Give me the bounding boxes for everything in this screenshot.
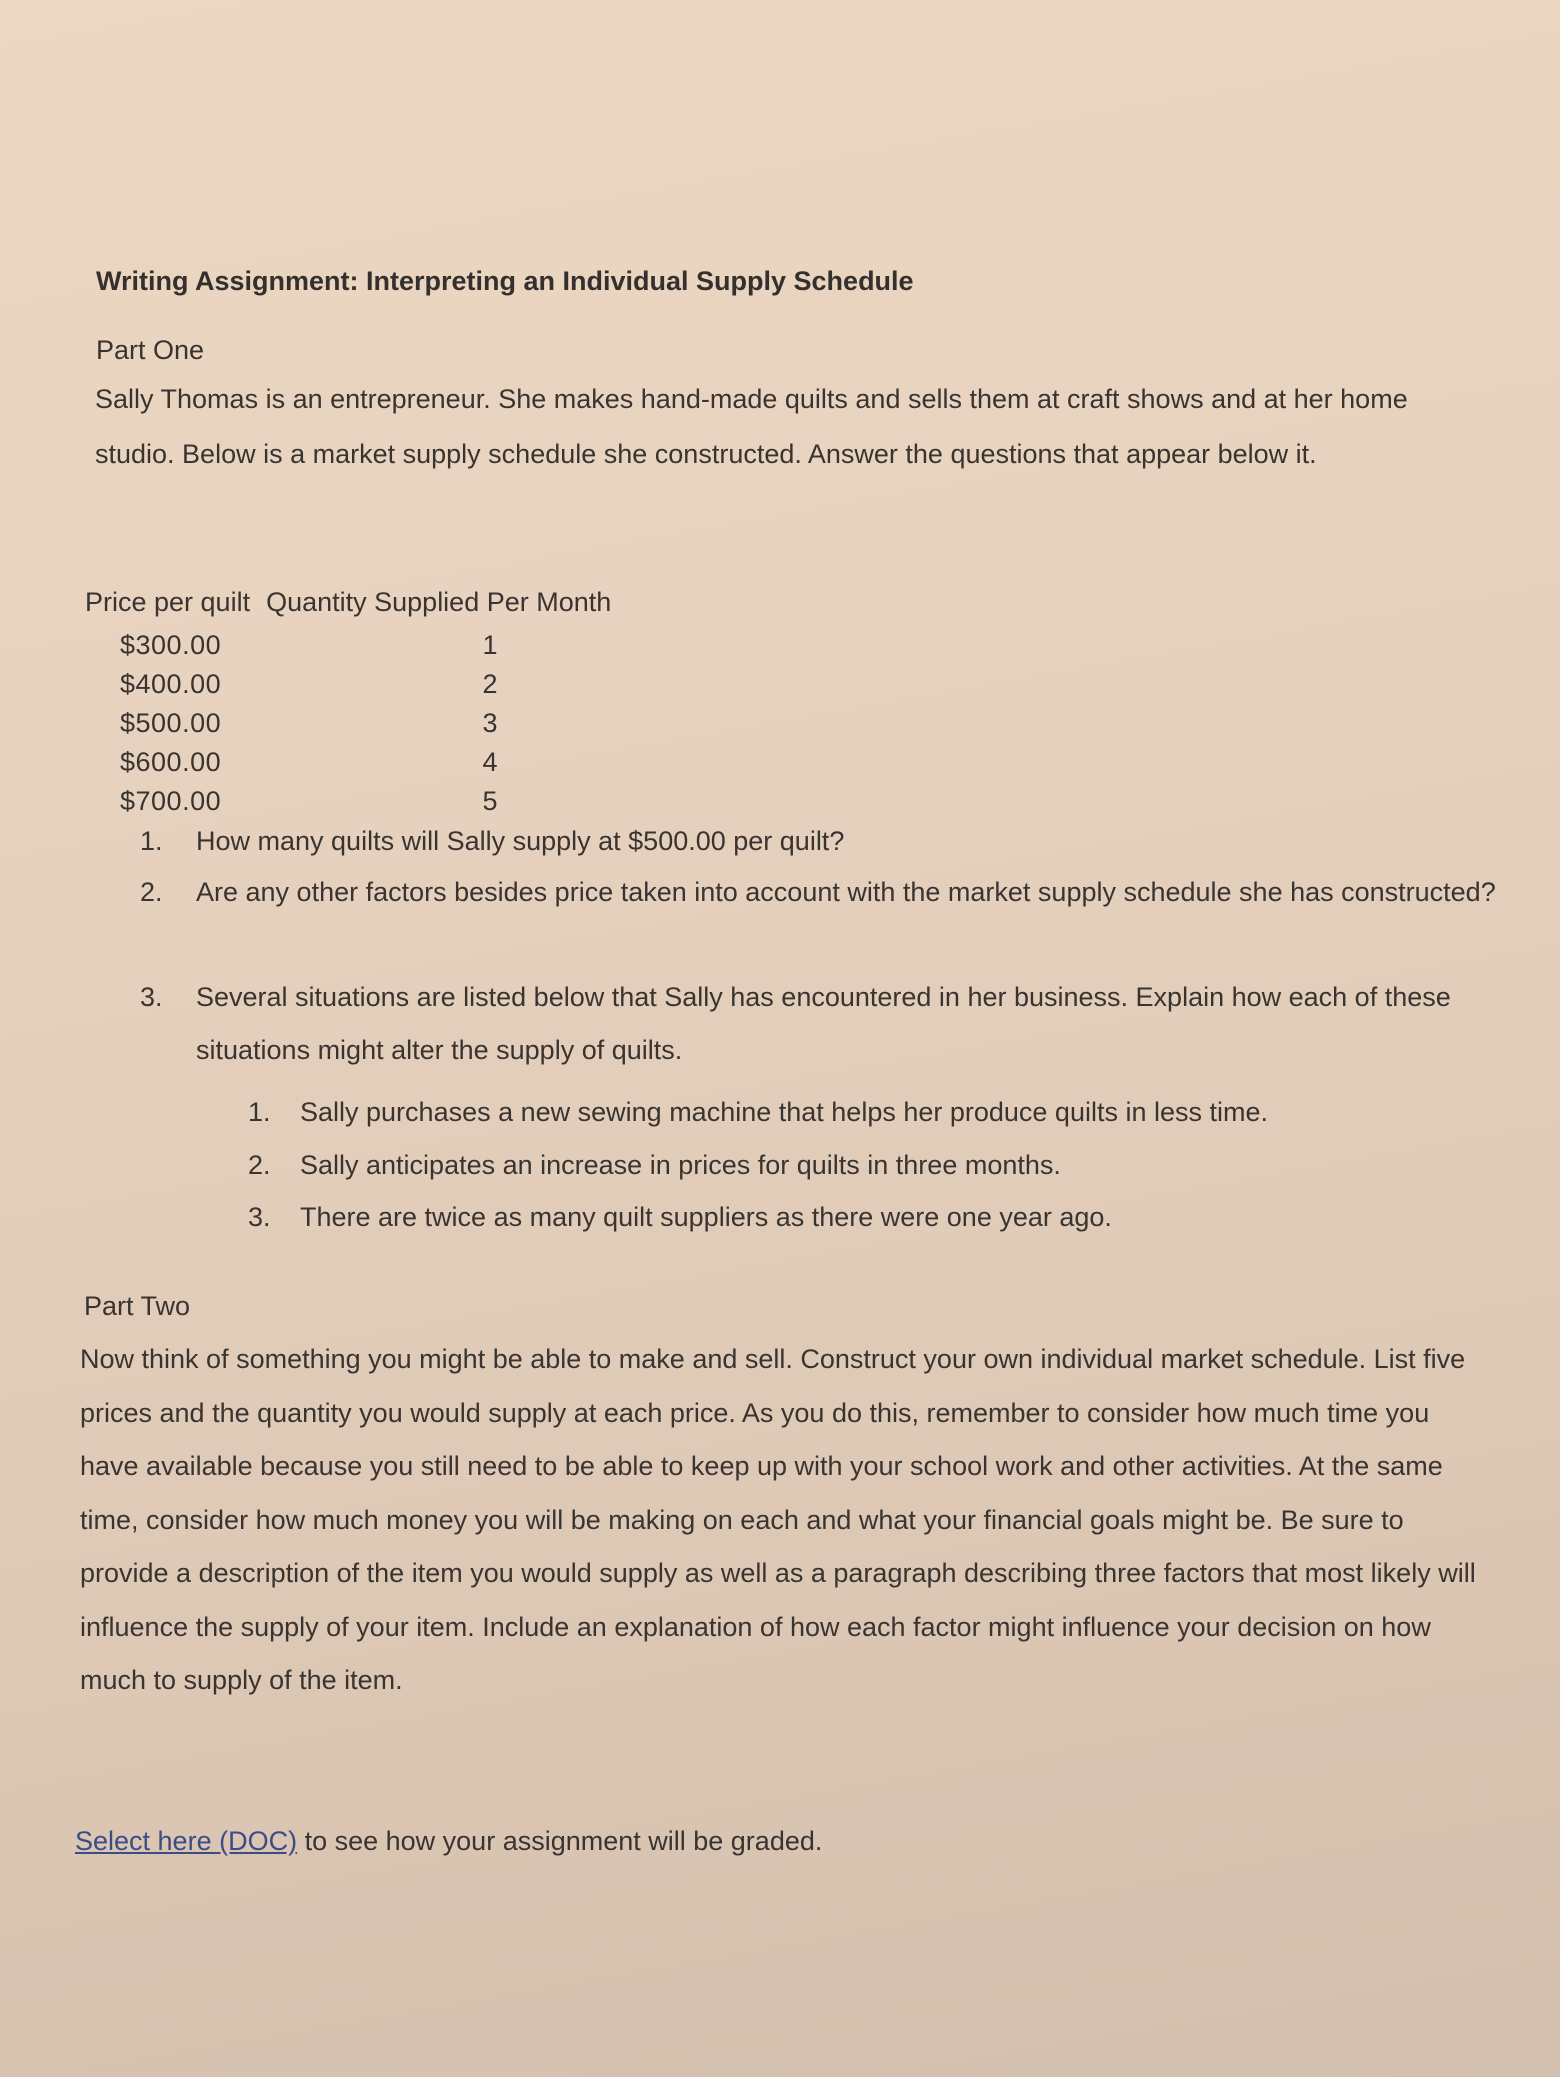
supply-table-header: [85, 587, 611, 618]
list-number: 2.: [248, 1150, 271, 1180]
quantity-cell: 2: [482, 669, 498, 699]
question-text: Are any other factors besides price taken into account with the market supply schedule she has constructed?: [196, 877, 1496, 907]
part-two-body: Now think of something you might be able to make and sell. Construct your own individual market schedule. List five prices and the quantity you would supply at each price. As you do this, remember to consider how much time you have available because you still need to be able to keep up with your school work and other activities. At the same time, consider how much money you will be making on each and what your financial goals might be. Be sure to provide a description of the item you would supply as well as a paragraph describing three factors that most likely will influence the supply of your item. Include an explanation of how each factor might influence your decision on how much to supply of the item.: [80, 1344, 1476, 1695]
table-row: [120, 708, 520, 748]
list-number: 1.: [248, 1097, 271, 1127]
part-two-label: Part Two: [84, 1291, 191, 1321]
table-row: [120, 747, 520, 787]
price-cell: $600.00: [120, 747, 222, 777]
part-one-intro: Sally Thomas is an entrepreneur. She makes hand-made quilts and sells them at craft shows and at her home studio. Below is a market supply schedule she constructed. Answer the questions that appear below it.: [95, 384, 1408, 469]
question-text: How many quilts will Sally supply at $500.00 per quilt?: [196, 826, 845, 856]
page-title: Writing Assignment: Interpreting an Individual Supply Schedule: [96, 266, 914, 296]
quantity-cell: 1: [482, 630, 498, 660]
price-cell: $400.00: [120, 669, 222, 699]
list-number: 3.: [248, 1202, 271, 1232]
table-row: [120, 630, 520, 670]
header-price: Price per quilt: [85, 587, 251, 617]
header-quantity: Quantity Supplied Per Month: [266, 587, 612, 617]
price-cell: $700.00: [120, 786, 222, 816]
part-one-label: Part One: [96, 335, 205, 365]
footer-text: to see how your assignment will be graded.: [297, 1826, 823, 1856]
table-row: [120, 669, 520, 709]
grading-footer: [75, 1826, 822, 1857]
quantity-cell: 3: [482, 708, 498, 738]
situation-text: Sally purchases a new sewing machine that helps her produce quilts in less time.: [300, 1097, 1269, 1127]
quantity-cell: 4: [482, 747, 498, 777]
situation-text: There are twice as many quilt suppliers as there were one year ago.: [300, 1202, 1112, 1232]
price-cell: $300.00: [120, 630, 222, 660]
price-cell: $500.00: [120, 708, 222, 738]
grading-doc-link[interactable]: Select here (DOC): [75, 1826, 298, 1856]
list-number: 1.: [140, 826, 163, 856]
question-text: Several situations are listed below that Sally has encountered in her business. Explain how each of these situations might alter the supply of quilts.: [196, 982, 1451, 1065]
situation-text: Sally anticipates an increase in prices for quilts in three months.: [300, 1150, 1061, 1180]
list-number: 2.: [140, 877, 163, 907]
quantity-cell: 5: [482, 786, 498, 816]
list-number: 3.: [140, 982, 163, 1012]
